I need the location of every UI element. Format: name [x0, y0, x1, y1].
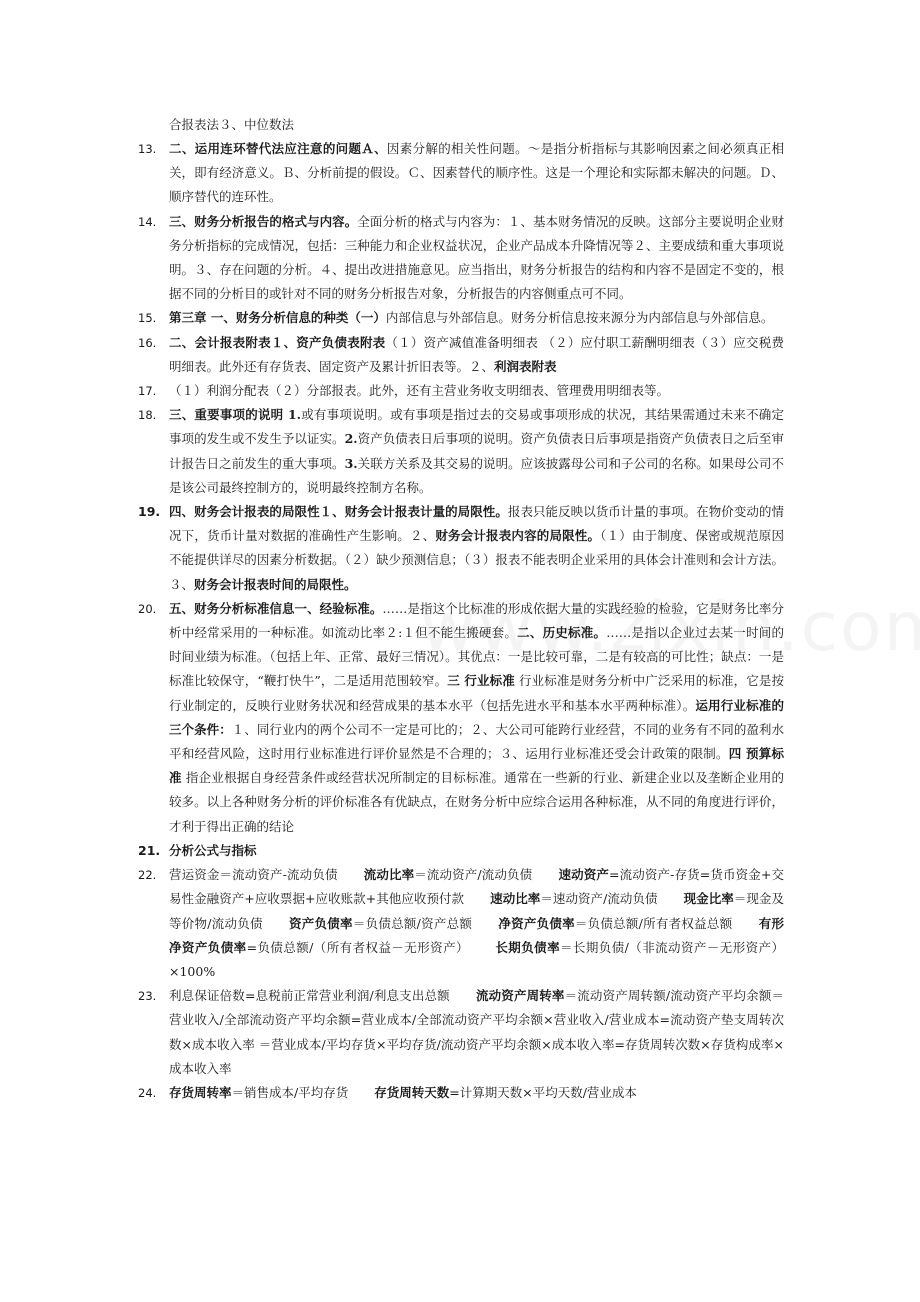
- bold-heading-text: 2.: [344, 431, 358, 447]
- bold-heading-text: 运用行业标准的三个条件：: [169, 697, 784, 737]
- body-text: =流动资产-存货=货币资金+交易性金融资产+应收票据+应收账款+其他应收预付款: [169, 867, 784, 907]
- bold-heading-text: 财务会计报表时间的局限性。: [194, 576, 357, 592]
- item-number: 21.: [138, 842, 161, 858]
- body-text: （１）由于制度、保密或规范原因不能提供详尽的因素分析数据。（２）缺少预测信息；（３）报表不能表明企业采用的具体会计准则和会计方法。３、: [169, 528, 784, 592]
- item-number: 14.: [138, 214, 157, 229]
- body-text: 关联方关系及其交易的说明。应该披露母公司和子公司的名称。如果母公司不是该公司最终控制方的，说明最终控制方名称。: [169, 455, 784, 495]
- body-text: =计算期天数×平均天数/营业成本: [449, 1084, 637, 1100]
- body-text: 内部信息与外部信息。财务分析信息按来源分为内部信息与外部信息。: [385, 310, 774, 326]
- body-text: =负债总额/（所有者权益－无形资产）: [246, 939, 469, 955]
- list-item: [138, 210, 784, 307]
- lead-line: 合报表法３、中位数法: [169, 117, 295, 132]
- list-item: [138, 863, 784, 984]
- body-text: 报表只能反映以货币计量的事项。在物价变动的情况下，货币计量对数据的准确性产生影响。２、: [169, 504, 784, 544]
- list-item: [138, 839, 784, 863]
- bold-heading-text: 流动资产周转率: [475, 988, 565, 1004]
- body-text: 营运资金＝流动资产-流动负债: [169, 867, 338, 883]
- list-item: [138, 500, 784, 597]
- bold-heading-text: 资产负债率: [288, 915, 353, 931]
- list-item: [138, 379, 784, 403]
- bold-heading-text: 二、运用连环替代法应注意的问题Ａ、: [169, 141, 387, 156]
- body-text: ＝流动资产周转额/流动资产平均余额＝营业收入/全部流动资产平均余额=营业成本/全部流动资产平均余额×营业收入/营业成本=流动资产垫支周转次数×成本收入率 ＝营业成本/平均存货×平均存货/流动资产平均余额×成本收入率=存货周转次数×存货构成率×成本收入率: [169, 988, 784, 1076]
- list-item: [138, 984, 784, 1081]
- item-number: 18.: [138, 408, 157, 423]
- bold-heading-text: 二、历史标准。: [517, 625, 607, 641]
- bold-heading-text: 四、财务会计报表的局限性１、财务会计报表计量的局限性。: [169, 504, 508, 520]
- bold-heading-text: 现金比率: [683, 891, 734, 907]
- body-text: ＝销售成本/平均存货: [231, 1084, 349, 1100]
- bold-heading-text: 利润表附表: [494, 358, 557, 374]
- item-number: 24.: [138, 1085, 157, 1100]
- item-number: 15.: [138, 311, 157, 326]
- bold-heading-text: 三、重要事项的说明 1.: [169, 407, 302, 423]
- item-number: 23.: [138, 989, 157, 1004]
- body-text: （１）利润分配表（２）分部报表。此外，还有主营业务收支明细表、管理费用明细表等。: [169, 383, 670, 399]
- body-text: ＝速动资产/流动负债: [540, 891, 658, 907]
- list-item: [138, 1081, 784, 1105]
- bold-heading-text: 五、财务分析标准信息一、经验标准。: [169, 600, 383, 616]
- bold-heading-text: 存货周转率: [169, 1084, 232, 1100]
- list-item: [138, 403, 784, 500]
- body-text: ……是指以企业过去某一时间的时间业绩为标准。（包括上年、正常、最好三情况）。其优点：一是比较可靠，二是有较高的可比性；缺点：一是标准比较保守，“鞭打快牛”，二是适用范围较窄。: [169, 625, 784, 689]
- bold-heading-text: 长期负债率: [494, 939, 560, 955]
- item-number: 20.: [138, 601, 157, 616]
- bold-heading-text: 有形净资产负债率: [169, 915, 784, 955]
- body-text: ＝负债总额/资产总额: [352, 915, 473, 931]
- bold-heading-text: 存货周转天数: [374, 1084, 450, 1100]
- body-text: 因素分解的相关性问题。～是指分析指标与其影响因素之间必须真正相关，即有经济意义。Ｂ、分析前提的假设。Ｃ、因素替代的顺序性。这是一个理论和实际都未解决的问题。Ｄ、顺序替代的连环性。: [169, 141, 784, 205]
- bold-heading-text: 净资产负债率: [498, 915, 575, 931]
- bold-heading-text: 3.: [344, 455, 358, 471]
- item-number: 17.: [138, 384, 157, 399]
- body-text: 资产负债表日后事项的说明。资产负债表日后事项是指资产负债表日之后至审计报告日之前发生的重大事项。: [169, 431, 784, 471]
- bold-heading-text: 二、会计报表附表１、资产负债表附表: [169, 334, 386, 350]
- body-text: 指企业根据自身经营条件或经营状况所制定的目标标准。通常在一些新的行业、新建企业以及垄断企业用的较多。以上各种财务分析的评价标准各有优缺点，在财务分析中应综合运用各种标准，从不同的角度进行评价，才利于得出正确的结论: [169, 770, 784, 834]
- list-item: [138, 137, 784, 210]
- bold-heading-text: 速动比率: [490, 891, 541, 907]
- bold-heading-text: 财务会计报表内容的局限性。: [435, 528, 601, 544]
- list-item: [138, 331, 784, 379]
- bold-heading-text: 速动资产: [558, 867, 609, 883]
- bold-heading-text: 分析公式与指标: [169, 842, 257, 858]
- body-text: 利息保证倍数=息税前正常营业利润/利息支出总额: [169, 988, 450, 1004]
- bold-heading-text: 第三章 一、财务分析信息的种类（一）: [169, 310, 386, 326]
- bold-heading-text: 流动比率: [363, 867, 415, 883]
- item-number: 19.: [138, 504, 161, 520]
- body-text: １、同行业内的两个公司不一定是可比的；２、大公司可能跨行业经营，不同的业务有不同的盈利水平和经营风险，这时用行业标准进行评价显然是不合理的；３、运用行业标准还受会计政策的限制。: [169, 721, 784, 762]
- body-text: ＝长期负债/（非流动资产－无形资产）×100%: [169, 939, 784, 979]
- bold-heading-text: 三、财务分析报告的格式与内容。: [169, 213, 358, 229]
- list-item: [138, 306, 784, 330]
- item-number: 16.: [138, 335, 157, 350]
- numbered-list: [138, 137, 784, 1105]
- body-text: ＝现金及等价物/流动负债: [169, 891, 784, 931]
- list-item: [138, 597, 784, 839]
- body-text: 全面分析的格式与内容为：１、基本财务情况的反映。这部分主要说明企业财务分析指标的完成情况，包括：三种能力和企业权益状况，企业产品成本升降情况等２、主要成绩和重大事项说明。３、存在问题的分析。４、提出改进措施意见。应当指出，财务分析报告的结构和内容不是固定不变的，根据不同的分析目的或针对不同的财务分析报告对象，分析报告的内容侧重点可不同。: [169, 213, 784, 302]
- body-text: 行业标准是财务分析中广泛采用的标准，它是按行业制定的，反映行业财务状况和经营成果的基本水平（包括先进水平和基本水平两种标准）。: [169, 673, 784, 713]
- body-text: 或有事项说明。或有事项是指过去的交易或事项形成的状况，其结果需通过未来不确定事项的发生或不发生予以证实。: [169, 407, 784, 447]
- body-text: ＝流动资产/流动负债: [414, 867, 533, 883]
- item-number: 22.: [138, 868, 157, 883]
- body-text: （１）资产减值准备明细表 （２）应付职工薪酬明细表（３）应交税费明细表。此外还有存货表、固定资产及累计折旧表等。２、: [169, 334, 784, 374]
- bold-heading-text: 四 预算标准: [169, 746, 784, 786]
- body-text: ……是指这个比标准的形成依据大量的实践经验的检验，它是财务比率分析中经常采用的一种标准。如流动比率２:１但不能生搬硬套。: [169, 600, 784, 641]
- bold-heading-text: 三 行业标准: [447, 673, 515, 689]
- body-text: ＝负债总额/所有者权益总额: [574, 915, 733, 931]
- item-number: 13.: [138, 142, 157, 156]
